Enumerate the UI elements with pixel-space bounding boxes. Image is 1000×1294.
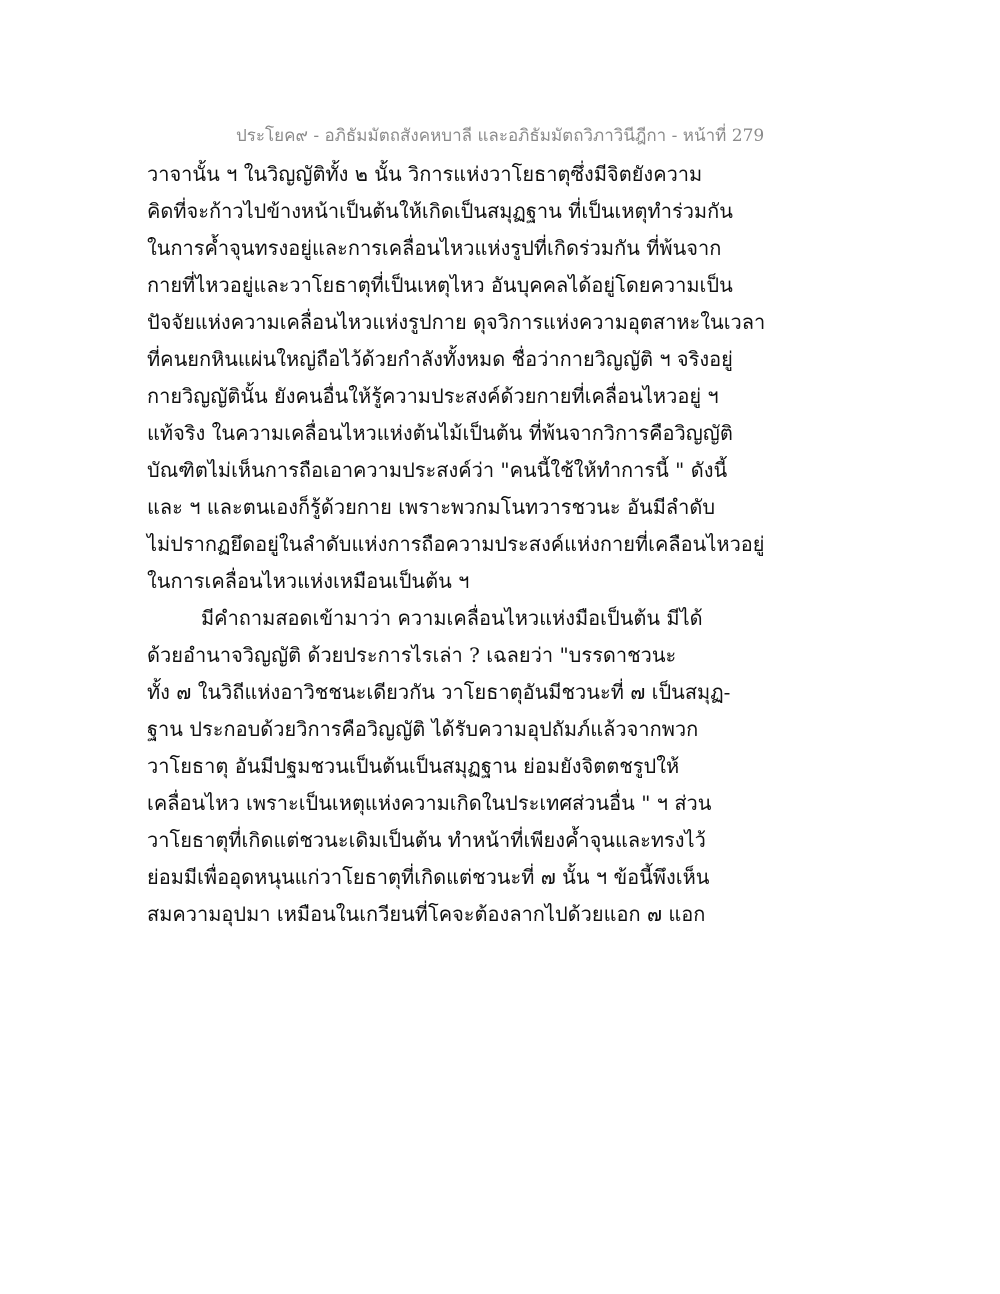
text-line: วาโยธาตุที่เกิดแต่ชวนะเดิมเป็นต้น ทำหน้าที่เพียงค้ำจุนและทรงไว้ [147,828,706,852]
text-line: กายวิญญัตินั้น ยังคนอื่นให้รู้ความประสงค์ด้วยกายที่เคลื่อนไหวอยู่ ฯ [147,384,719,408]
text-line: คิดที่จะก้าวไปข้างหน้าเป็นต้นให้เกิดเป็นสมุฏฐาน ที่เป็นเหตุทำร่วมกัน [147,199,733,223]
text-line: ไม่ปรากฏยึดอยู่ในลำดับแห่งการถือความประสงค์แห่งกายที่เคลือนไหวอยู่ [147,532,765,556]
text-line: ฐาน ประกอบด้วยวิการคือวิญญัติ ได้รับความอุปถัมภ์แล้วจากพวก [147,717,699,741]
text-line: กายที่ไหวอยู่และวาโยธาตุที่เป็นเหตุไหว อันบุคคลได้อยู่โดยความเป็น [147,273,733,297]
text-line: ในการค้ำจุนทรงอยู่และการเคลื่อนไหวแห่งรูปที่เกิดร่วมกัน ที่พ้นจาก [147,236,722,260]
text-line: ที่คนยกหินแผ่นใหญ่ถือไว้ด้วยกำลังทั้งหมด ชื่อว่ากายวิญญัติ ฯ จริงอยู่ [147,347,733,371]
paragraph-start-line: มีคำถามสอดเข้ามาว่า ความเคลื่อนไหวแห่งมือเป็นต้น มีได้ [201,606,703,630]
text-line: ด้วยอำนาจวิญญัติ ด้วยประการไรเล่า ? เฉลยว่า "บรรดาชวนะ [147,643,677,667]
text-line: ย่อมมีเพื่ออุดหนุนแก่วาโยธาตุที่เกิดแต่ชวนะที่ ๗ นั้น ฯ ข้อนี้พึงเห็น [147,865,710,889]
text-line: แท้จริง ในความเคลื่อนไหวแห่งต้นไม้เป็นต้น ที่พ้นจากวิการคือวิญญัติ [147,421,733,445]
text-line: สมความอุปมา เหมือนในเกวียนที่โคจะต้องลากไปด้วยแอก ๗ แอก [147,902,706,926]
text-line: วาโยธาตุ อันมีปฐมชวนเป็นต้นเป็นสมุฏฐาน ย่อมยังจิตตชรูปให้ [147,754,680,778]
text-line: ในการเคลื่อนไหวแห่งเหมือนเป็นต้น ฯ [147,569,470,593]
text-line: เคลื่อนไหว เพราะเป็นเหตุแห่งความเกิดในประเทศส่วนอื่น " ฯ ส่วน [147,791,712,815]
text-line: บัณฑิตไม่เห็นการถือเอาความประสงค์ว่า "คนนี้ใช้ให้ทำการนี้ " ดังนี้ [147,458,728,482]
text-line: และ ฯ และตนเองก็รู้ด้วยกาย เพราะพวกมโนทวารชวนะ อันมีลำดับ [147,495,716,519]
body-text [147,156,766,933]
text-line: ปัจจัยแห่งความเคลื่อนไหวแห่งรูปกาย ดุจวิการแห่งความอุตสาหะในเวลา [147,310,766,334]
text-line: วาจานั้น ฯ ในวิญญัติทั้ง ๒ นั้น วิการแห่งวาโยธาตุซึ่งมีจิตยังความ [147,162,703,186]
text-line: ทั้ง ๗ ในวิถีแห่งอาวิชชนะเดียวกัน วาโยธาตุอันมีชวนะที่ ๗ เป็นสมุฏ- [147,680,731,704]
page-header: ประโยค๙ - อภิธัมมัตถสังคหบาลี และอภิธัมมัตถวิภาวินีฎีกา - หน้าที่ 279 [236,126,765,146]
